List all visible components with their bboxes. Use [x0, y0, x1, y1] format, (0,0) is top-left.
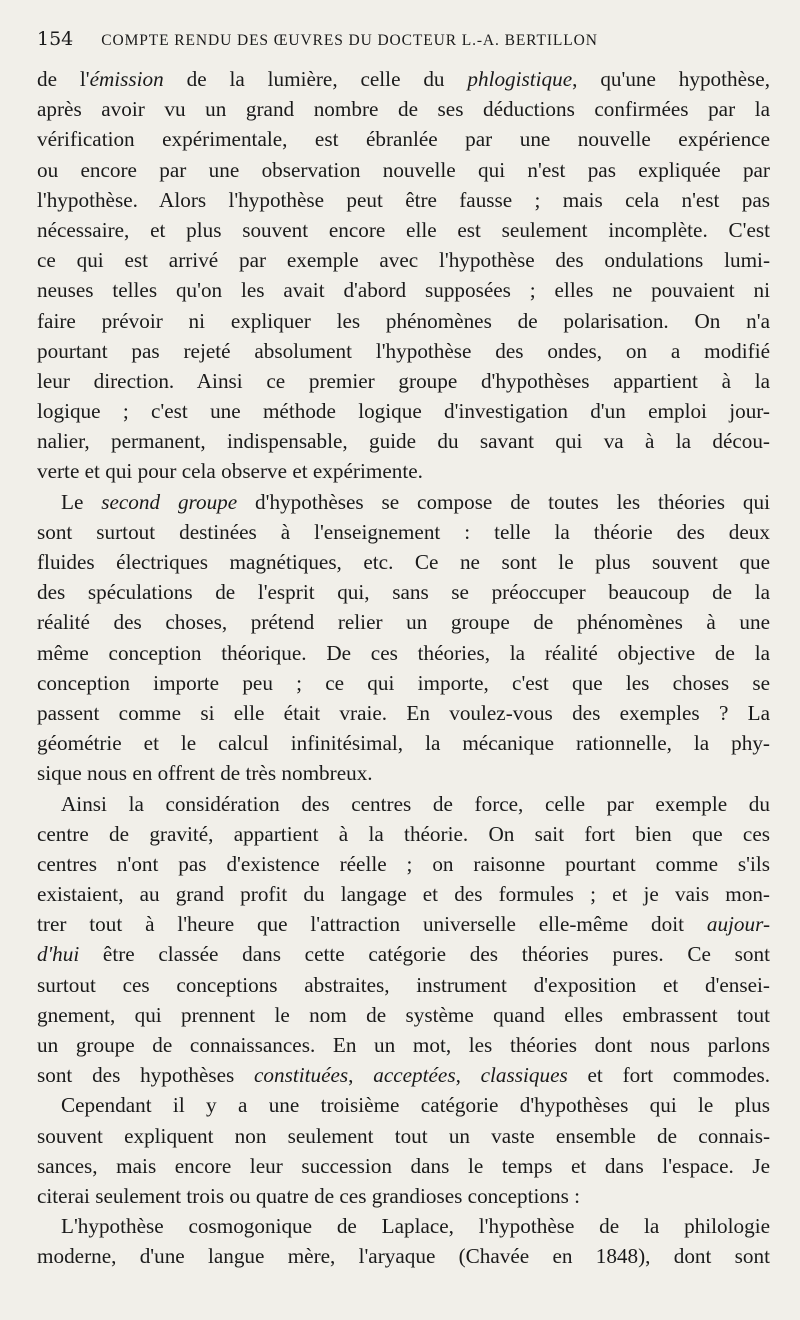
text-line: ce qui est arrivé par exemple avec l'hypothèse des ondulations lumi-	[37, 248, 770, 273]
italic-text: d'hui	[37, 942, 80, 967]
running-head	[37, 28, 770, 58]
italic-text: acceptées	[373, 1063, 456, 1088]
text-line: leur direction. Ainsi ce premier groupe d'hypothèses appartient à la	[37, 368, 770, 393]
text-line: Le second groupe d'hypothèses se compose de toutes les théories qui	[61, 489, 770, 514]
text-line: géométrie et le calcul infinitésimal, la mécanique rationnelle, la phy-	[37, 731, 770, 756]
text-line: faire prévoir ni expliquer les phénomènes de polarisation. On n'a	[37, 308, 770, 333]
text-line: même conception théorique. De ces théories, la réalité objective de la	[37, 640, 770, 665]
text-line: moderne, d'une langue mère, l'aryaque (Chavée en 1848), dont sont	[37, 1244, 770, 1269]
italic-text: classiques	[480, 1063, 568, 1088]
text-line: après avoir vu un grand nombre de ses déductions confirmées par la	[37, 97, 770, 122]
text-line: nécessaire, et plus souvent encore elle est seulement incomplète. C'est	[37, 217, 770, 242]
text-line: verte et qui pour cela observe et expérimente.	[37, 459, 423, 484]
text-line: Ainsi la considération des centres de force, celle par exemple du	[61, 791, 770, 816]
text-line: trer tout à l'heure que l'attraction universelle elle-même doit aujour-	[37, 912, 770, 937]
text-line: gnement, qui prennent le nom de système quand elles embrassent tout	[37, 1002, 770, 1027]
text-line: centre de gravité, appartient à la théorie. On sait fort bien que ces	[37, 821, 770, 846]
text-line: sont surtout destinées à l'enseignement : telle la théorie des deux	[37, 519, 770, 544]
text-line: ou encore par une observation nouvelle qui n'est pas expliquée par	[37, 157, 770, 182]
text-line: L'hypothèse cosmogonique de Laplace, l'hypothèse de la philologie	[61, 1214, 770, 1239]
text-line: centres n'ont pas d'existence réelle ; on raisonne pourtant comme s'ils	[37, 851, 770, 876]
text-line: Cependant il y a une troisième catégorie d'hypothèses qui le plus	[61, 1093, 770, 1118]
text-line: sont des hypothèses constituées, acceptées, classiques et fort commodes.	[37, 1063, 770, 1088]
italic-text: constituées	[254, 1063, 349, 1088]
page-number: 154	[37, 28, 74, 50]
text-line: pourtant pas rejeté absolument l'hypothèse des ondes, on a modifié	[37, 338, 770, 363]
text-line: surtout ces conceptions abstraites, instrument d'exposition et d'ensei-	[37, 972, 770, 997]
text-line: de l'émission de la lumière, celle du phlogistique, qu'une hypothèse,	[37, 67, 770, 91]
text-line: nalier, permanent, indispensable, guide du savant qui va à la décou-	[37, 429, 770, 454]
text-line: passent comme si elle était vraie. En voulez-vous des exemples ? La	[37, 700, 770, 725]
text-line: fluides électriques magnétiques, etc. Ce ne sont le plus souvent que	[37, 550, 770, 574]
text-line: l'hypothèse. Alors l'hypothèse peut être fausse ; mais cela n'est pas	[37, 187, 770, 212]
italic-text: phlogistique	[467, 67, 573, 91]
text-line: existaient, au grand profit du langage et des formules ; et je vais mon-	[37, 882, 770, 907]
text-line: citerai seulement trois ou quatre de ces grandioses conceptions :	[37, 1183, 581, 1208]
text-line: sique nous en offrent de très nombreux.	[37, 761, 373, 786]
body-text	[37, 64, 770, 1272]
text-line: d'hui être classée dans cette catégorie des théories pures. Ce sont	[37, 942, 770, 967]
text-line: des spéculations de l'esprit qui, sans se préoccuper beaucoup de la	[37, 580, 770, 605]
italic-text: émission	[89, 67, 164, 91]
text-line: logique ; c'est une méthode logique d'investigation d'un emploi jour-	[37, 399, 770, 424]
running-title: COMPTE RENDU DES ŒUVRES DU DOCTEUR L.-A. BERTILLON	[101, 32, 598, 49]
text-line: un groupe de connaissances. En un mot, les théories dont nous parlons	[37, 1033, 770, 1057]
text-line: réalité des choses, prétend relier un groupe de phénomènes à une	[37, 610, 770, 635]
italic-text: second groupe	[101, 489, 238, 514]
text-line: neuses telles qu'on les avait d'abord supposées ; elles ne pouvaient ni	[37, 278, 770, 303]
italic-text: aujour-	[706, 912, 770, 937]
text-line: conception importe peu ; ce qui importe, c'est que les choses se	[37, 670, 770, 695]
text-line: souvent expliquent non seulement tout un vaste ensemble de connais-	[37, 1123, 770, 1148]
text-line: sances, mais encore leur succession dans le temps et dans l'espace. Je	[37, 1153, 770, 1178]
text-line: vérification expérimentale, est ébranlée par une nouvelle expérience	[37, 127, 770, 152]
